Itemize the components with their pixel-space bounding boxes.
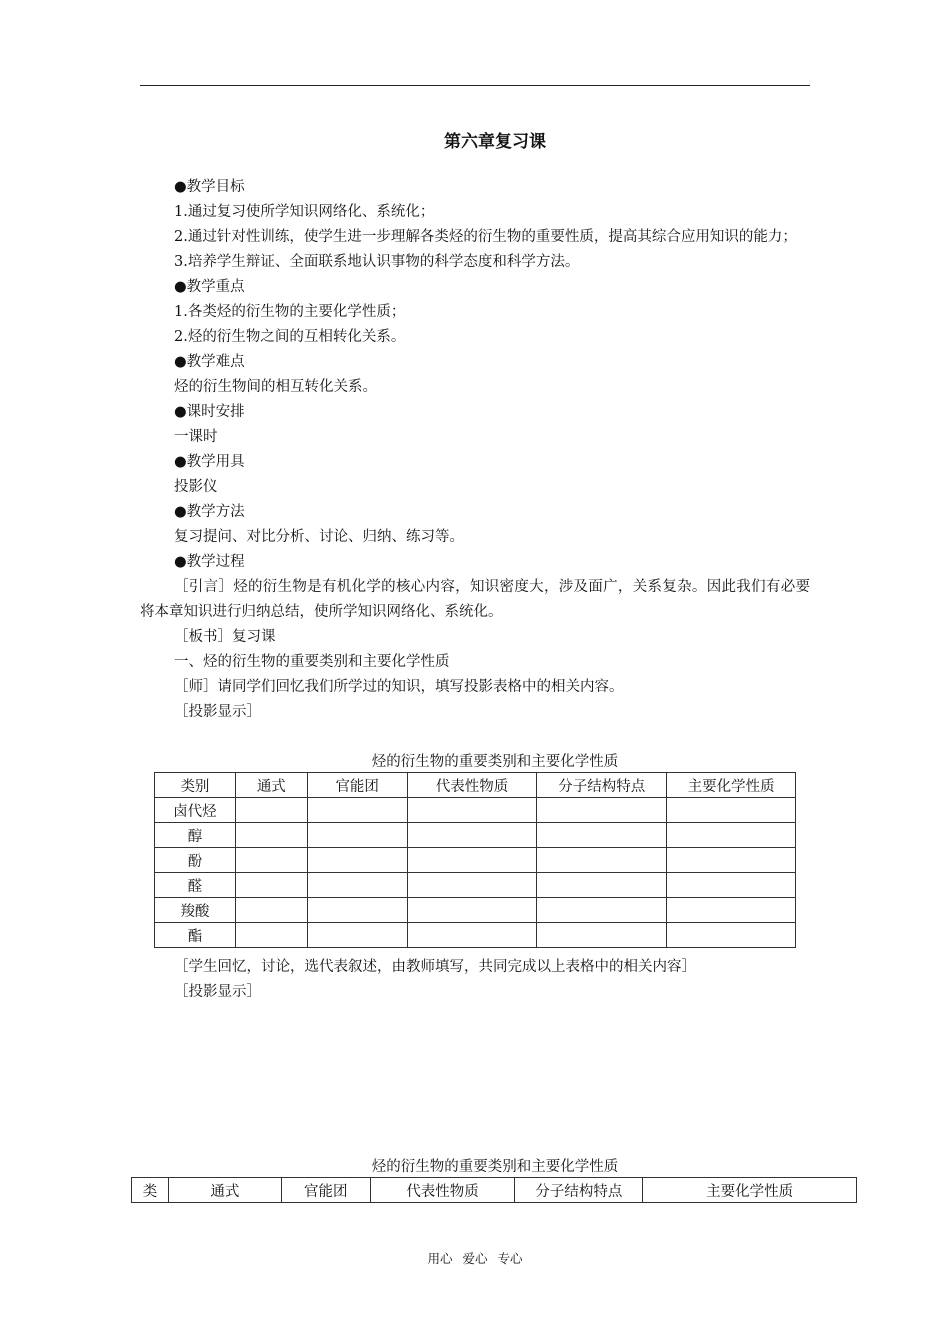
empty-cell <box>537 873 667 898</box>
column-header: 类别 <box>155 773 236 798</box>
empty-cell <box>307 898 407 923</box>
row-category: 酯 <box>155 923 236 948</box>
properties-table-continued <box>131 1177 857 1203</box>
empty-cell <box>537 848 667 873</box>
row-category: 醛 <box>155 873 236 898</box>
empty-cell <box>307 823 407 848</box>
body-line: 一、烃的衍生物的重要类别和主要化学性质 <box>174 654 450 670</box>
body-line: 复习提问、对比分析、讨论、归纳、练习等。 <box>174 529 464 545</box>
empty-cell <box>537 823 667 848</box>
body-line: ●教学重点 <box>174 279 245 295</box>
body-line: ●课时安排 <box>174 404 245 420</box>
body-line: ●教学目标 <box>174 179 245 195</box>
empty-cell <box>537 798 667 823</box>
empty-cell <box>407 898 537 923</box>
row-category: 羧酸 <box>155 898 236 923</box>
empty-cell <box>537 923 667 948</box>
table-row <box>155 823 796 848</box>
body-line: ●教学方法 <box>174 504 245 520</box>
empty-cell <box>235 898 307 923</box>
empty-cell <box>307 798 407 823</box>
column-header: 代表性物质 <box>370 1178 515 1203</box>
empty-cell <box>235 873 307 898</box>
column-header: 主要化学性质 <box>667 773 796 798</box>
column-header: 分子结构特点 <box>537 773 667 798</box>
body-line: ［引言］烃的衍生物是有机化学的核心内容，知识密度大，涉及面广，关系复杂。因此我们有必要将本章知识进行归纳总结，使所学知识网络化、系统化。 <box>140 579 810 620</box>
table-caption-2: 烃的衍生物的重要类别和主要化学性质 <box>371 1159 619 1175</box>
empty-cell <box>235 848 307 873</box>
document-body <box>140 175 810 725</box>
column-header: 官能团 <box>307 773 407 798</box>
empty-cell <box>307 873 407 898</box>
empty-cell <box>667 798 796 823</box>
column-header: 类 <box>132 1178 169 1203</box>
properties-table <box>154 772 796 948</box>
body-line: 一课时 <box>174 429 218 445</box>
body-line: ［师］请同学们回忆我们所学过的知识，填写投影表格中的相关内容。 <box>174 679 624 695</box>
table-row <box>155 873 796 898</box>
table-caption: 烃的衍生物的重要类别和主要化学性质 <box>371 754 619 770</box>
empty-cell <box>307 923 407 948</box>
empty-cell <box>407 798 537 823</box>
empty-cell <box>407 873 537 898</box>
body-line: 2.烃的衍生物之间的互相转化关系。 <box>174 329 406 345</box>
body-line: ［投影显示］ <box>174 704 261 720</box>
table-header-row <box>132 1178 857 1203</box>
row-category: 酚 <box>155 848 236 873</box>
empty-cell <box>407 923 537 948</box>
table-row <box>155 798 796 823</box>
page-footer: 用心 爱心 专心 <box>427 1251 523 1266</box>
body-line: ●教学过程 <box>174 554 245 570</box>
page-title: 第六章复习课 <box>444 132 546 152</box>
empty-cell <box>407 823 537 848</box>
body-line: 1.通过复习使所学知识网络化、系统化； <box>174 204 435 220</box>
student-activity-note: ［学生回忆，讨论，选代表叙述，由教师填写，共同完成以上表格中的相关内容］ <box>174 959 696 975</box>
empty-cell <box>667 923 796 948</box>
row-category: 卤代烃 <box>155 798 236 823</box>
table-header-row <box>155 773 796 798</box>
table-row <box>155 848 796 873</box>
column-header: 通式 <box>235 773 307 798</box>
body-line: ●教学用具 <box>174 454 245 470</box>
body-line: 烃的衍生物间的相互转化关系。 <box>174 379 377 395</box>
body-line: ［板书］复习课 <box>174 629 276 645</box>
table-row <box>155 898 796 923</box>
body-line: ●教学难点 <box>174 354 245 370</box>
projection-label: ［投影显示］ <box>174 984 261 1000</box>
empty-cell <box>235 798 307 823</box>
empty-cell <box>235 923 307 948</box>
empty-cell <box>235 823 307 848</box>
empty-cell <box>667 898 796 923</box>
body-line: 1.各类烃的衍生物的主要化学性质； <box>174 304 406 320</box>
empty-cell <box>667 848 796 873</box>
empty-cell <box>307 848 407 873</box>
empty-cell <box>667 873 796 898</box>
body-line: 3.培养学生辩证、全面联系地认识事物的科学态度和科学方法。 <box>174 254 580 270</box>
column-header: 代表性物质 <box>407 773 537 798</box>
empty-cell <box>537 898 667 923</box>
body-line: 2.通过针对性训练，使学生进一步理解各类烃的衍生物的重要性质，提高其综合应用知识的能力； <box>174 229 797 245</box>
column-header: 主要化学性质 <box>643 1178 857 1203</box>
header-rule <box>140 85 810 86</box>
column-header: 官能团 <box>281 1178 370 1203</box>
body-line: 投影仪 <box>174 479 218 495</box>
empty-cell <box>407 848 537 873</box>
column-header: 分子结构特点 <box>515 1178 643 1203</box>
column-header: 通式 <box>168 1178 281 1203</box>
table-row <box>155 923 796 948</box>
row-category: 醇 <box>155 823 236 848</box>
empty-cell <box>667 823 796 848</box>
